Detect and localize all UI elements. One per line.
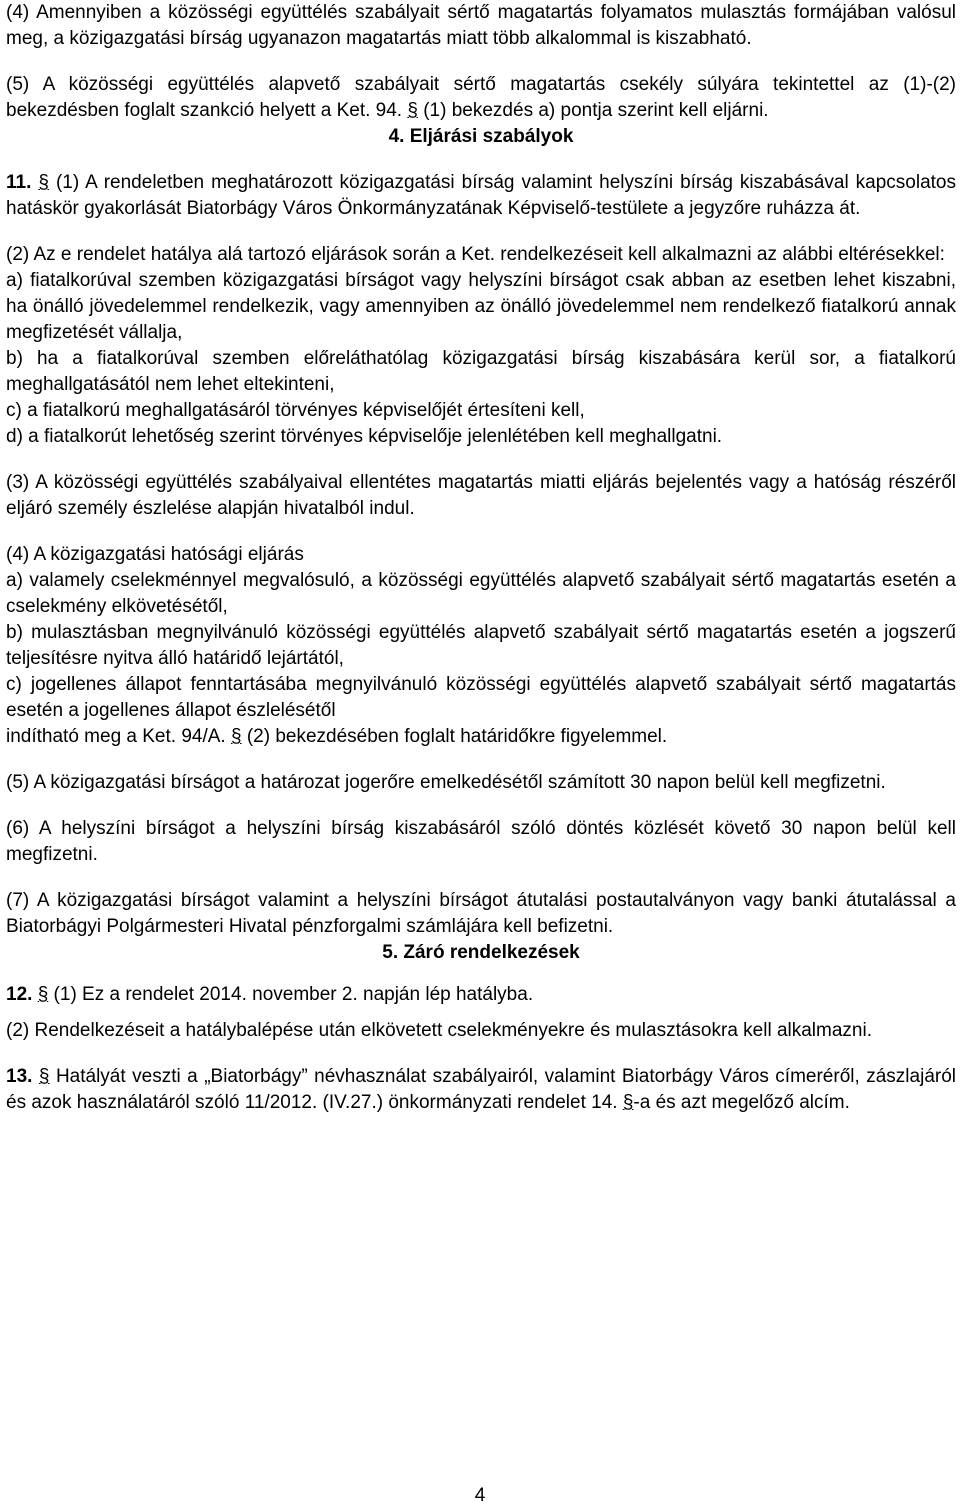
heading-chapter-4: 4. Eljárási szabályok xyxy=(388,126,574,147)
section-12-1 xyxy=(6,982,956,1008)
paragraph-10-4: (4) Amennyiben a közösségi együttélés szabályait sértő magatartás folyamatos mulasztás formájában valósul meg, a közigazgatási bírság ugyanazon magatartás miatt több alkalommal is kiszabható. xyxy=(6,2,956,49)
heading-chapter-5: 5. Záró rendelkezések xyxy=(382,942,580,963)
section-sign: § xyxy=(38,172,49,193)
section-11-1-text: (1) A rendeletben meghatározott közigazgatási bírság valamint helyszíni bírság kiszabásával kapcsolatos hatáskör gyakorlását Biatorbágy Város Önkormányzatának Képviselő-testülete a jegyzőre ruházza át. xyxy=(6,172,956,219)
section-11-5: (5) A közigazgatási bírságot a határozat jogerőre emelkedésétől számított 30 napon belül kell megfizetni. xyxy=(6,772,886,793)
section-13-text: Hatályát veszti a „Biatorbágy” névhasználat szabályairól, valamint Biatorbágy Város címeréről, zászlajáról és azok használatáról szóló 11/2012. (IV.27.) önkormányzati rendelet 14. xyxy=(6,1066,957,1113)
section-sign: § xyxy=(622,1092,634,1113)
section-11-2b: b) ha a fiatalkorúval szemben előreláthatólag közigazgatási bírság kiszabására kerül sor, a fiatalkorú meghallgatásától nem lehet eltekinteni, xyxy=(6,348,956,395)
section-sign: § xyxy=(230,726,242,747)
section-11-4d xyxy=(6,724,956,750)
section-11-7: (7) A közigazgatási bírságot valamint a helyszíni bírságot átutalási postautalványon vagy banki átutalással a Biatorbágyi Polgármesteri Hivatal pénzforgalmi számlájára kell befizetni. xyxy=(6,890,956,937)
section-11-4b: b) mulasztásban megnyilvánuló közösségi együttélés alapvető szabályait sértő magatartás esetén a jogszerű teljesítésre nyitva álló határidő lejártától, xyxy=(6,622,956,669)
section-sign: § xyxy=(407,100,418,121)
section-11-2d: d) a fiatalkorút lehetőség szerint törvényes képviselője jelenlétében kell meghallgatni. xyxy=(6,426,723,447)
section-11-4c: c) jogellenes állapot fenntartásába megnyilvánuló közösségi együttélés alapvető szabályait sértő magatartás esetén a jogellenes állapot észlelésétől xyxy=(6,674,956,721)
section-11-4d-part2: (2) bekezdésében foglalt határidőkre figyelemmel. xyxy=(241,726,668,747)
section-11-2: (2) Az e rendelet hatálya alá tartozó eljárások során a Ket. rendelkezéseit kell alkalmazni az alábbi eltérésekkel: xyxy=(6,244,945,265)
section-number-13: 13. xyxy=(6,1066,33,1087)
page-number: 4 xyxy=(474,1485,486,1506)
section-number-12: 12. xyxy=(6,984,33,1005)
section-11-4d-part1: indítható meg a Ket. 94/A. xyxy=(6,726,231,747)
section-sign: § xyxy=(37,984,49,1005)
document-page xyxy=(6,0,956,1116)
section-13-text-end: -a és azt megelőző alcím. xyxy=(633,1092,850,1113)
paragraph-10-5 xyxy=(6,72,956,124)
paragraph-10-5-part2: (1) bekezdés a) pontja szerint kell eljárni. xyxy=(417,100,769,121)
section-11-4a: a) valamely cselekménnyel megvalósuló, a közösségi együttélés alapvető szabályait sértő magatartás esetén a cselekmény elkövetésétől, xyxy=(6,570,956,617)
section-12-2: (2) Rendelkezéseit a hatálybalépése után elkövetett cselekményekre és mulasztásokra kell alkalmazni. xyxy=(6,1020,872,1041)
section-number-11: 11. xyxy=(6,172,32,193)
section-13 xyxy=(6,1064,956,1116)
section-sign: § xyxy=(38,1066,50,1087)
section-11-4: (4) A közigazgatási hatósági eljárás xyxy=(6,544,304,565)
section-11-1 xyxy=(6,170,956,222)
section-11-6: (6) A helyszíni bírságot a helyszíni bírság kiszabásáról szóló döntés közlését követő 30 napon belül kell megfizetni. xyxy=(6,818,956,865)
section-12-1-text: (1) Ez a rendelet 2014. november 2. napján lép hatályba. xyxy=(48,984,534,1005)
section-11-2a: a) fiatalkorúval szemben közigazgatási bírságot vagy helyszíni bírságot csak abban az esetben lehet kiszabni, ha önálló jövedelemmel rendelkezik, vagy amennyiben az önálló jövedelemmel nem rendelkező fiatalkorú annak megfizetését vállalja, xyxy=(6,270,956,343)
paragraph-10-5-part1: (5) A közösségi együttélés alapvető szabályait sértő magatartás csekély súlyára tekintettel az (1)-(2) bekezdésben foglalt szankció helyett a Ket. 94. xyxy=(6,74,956,121)
section-11-3: (3) A közösségi együttélés szabályaival ellentétes magatartás miatti eljárás bejelentés vagy a hatóság részéről eljáró személy észlelése alapján hivatalból indul. xyxy=(6,472,956,519)
section-11-2c: c) a fiatalkorú meghallgatásáról törvényes képviselőjét értesíteni kell, xyxy=(6,400,585,421)
